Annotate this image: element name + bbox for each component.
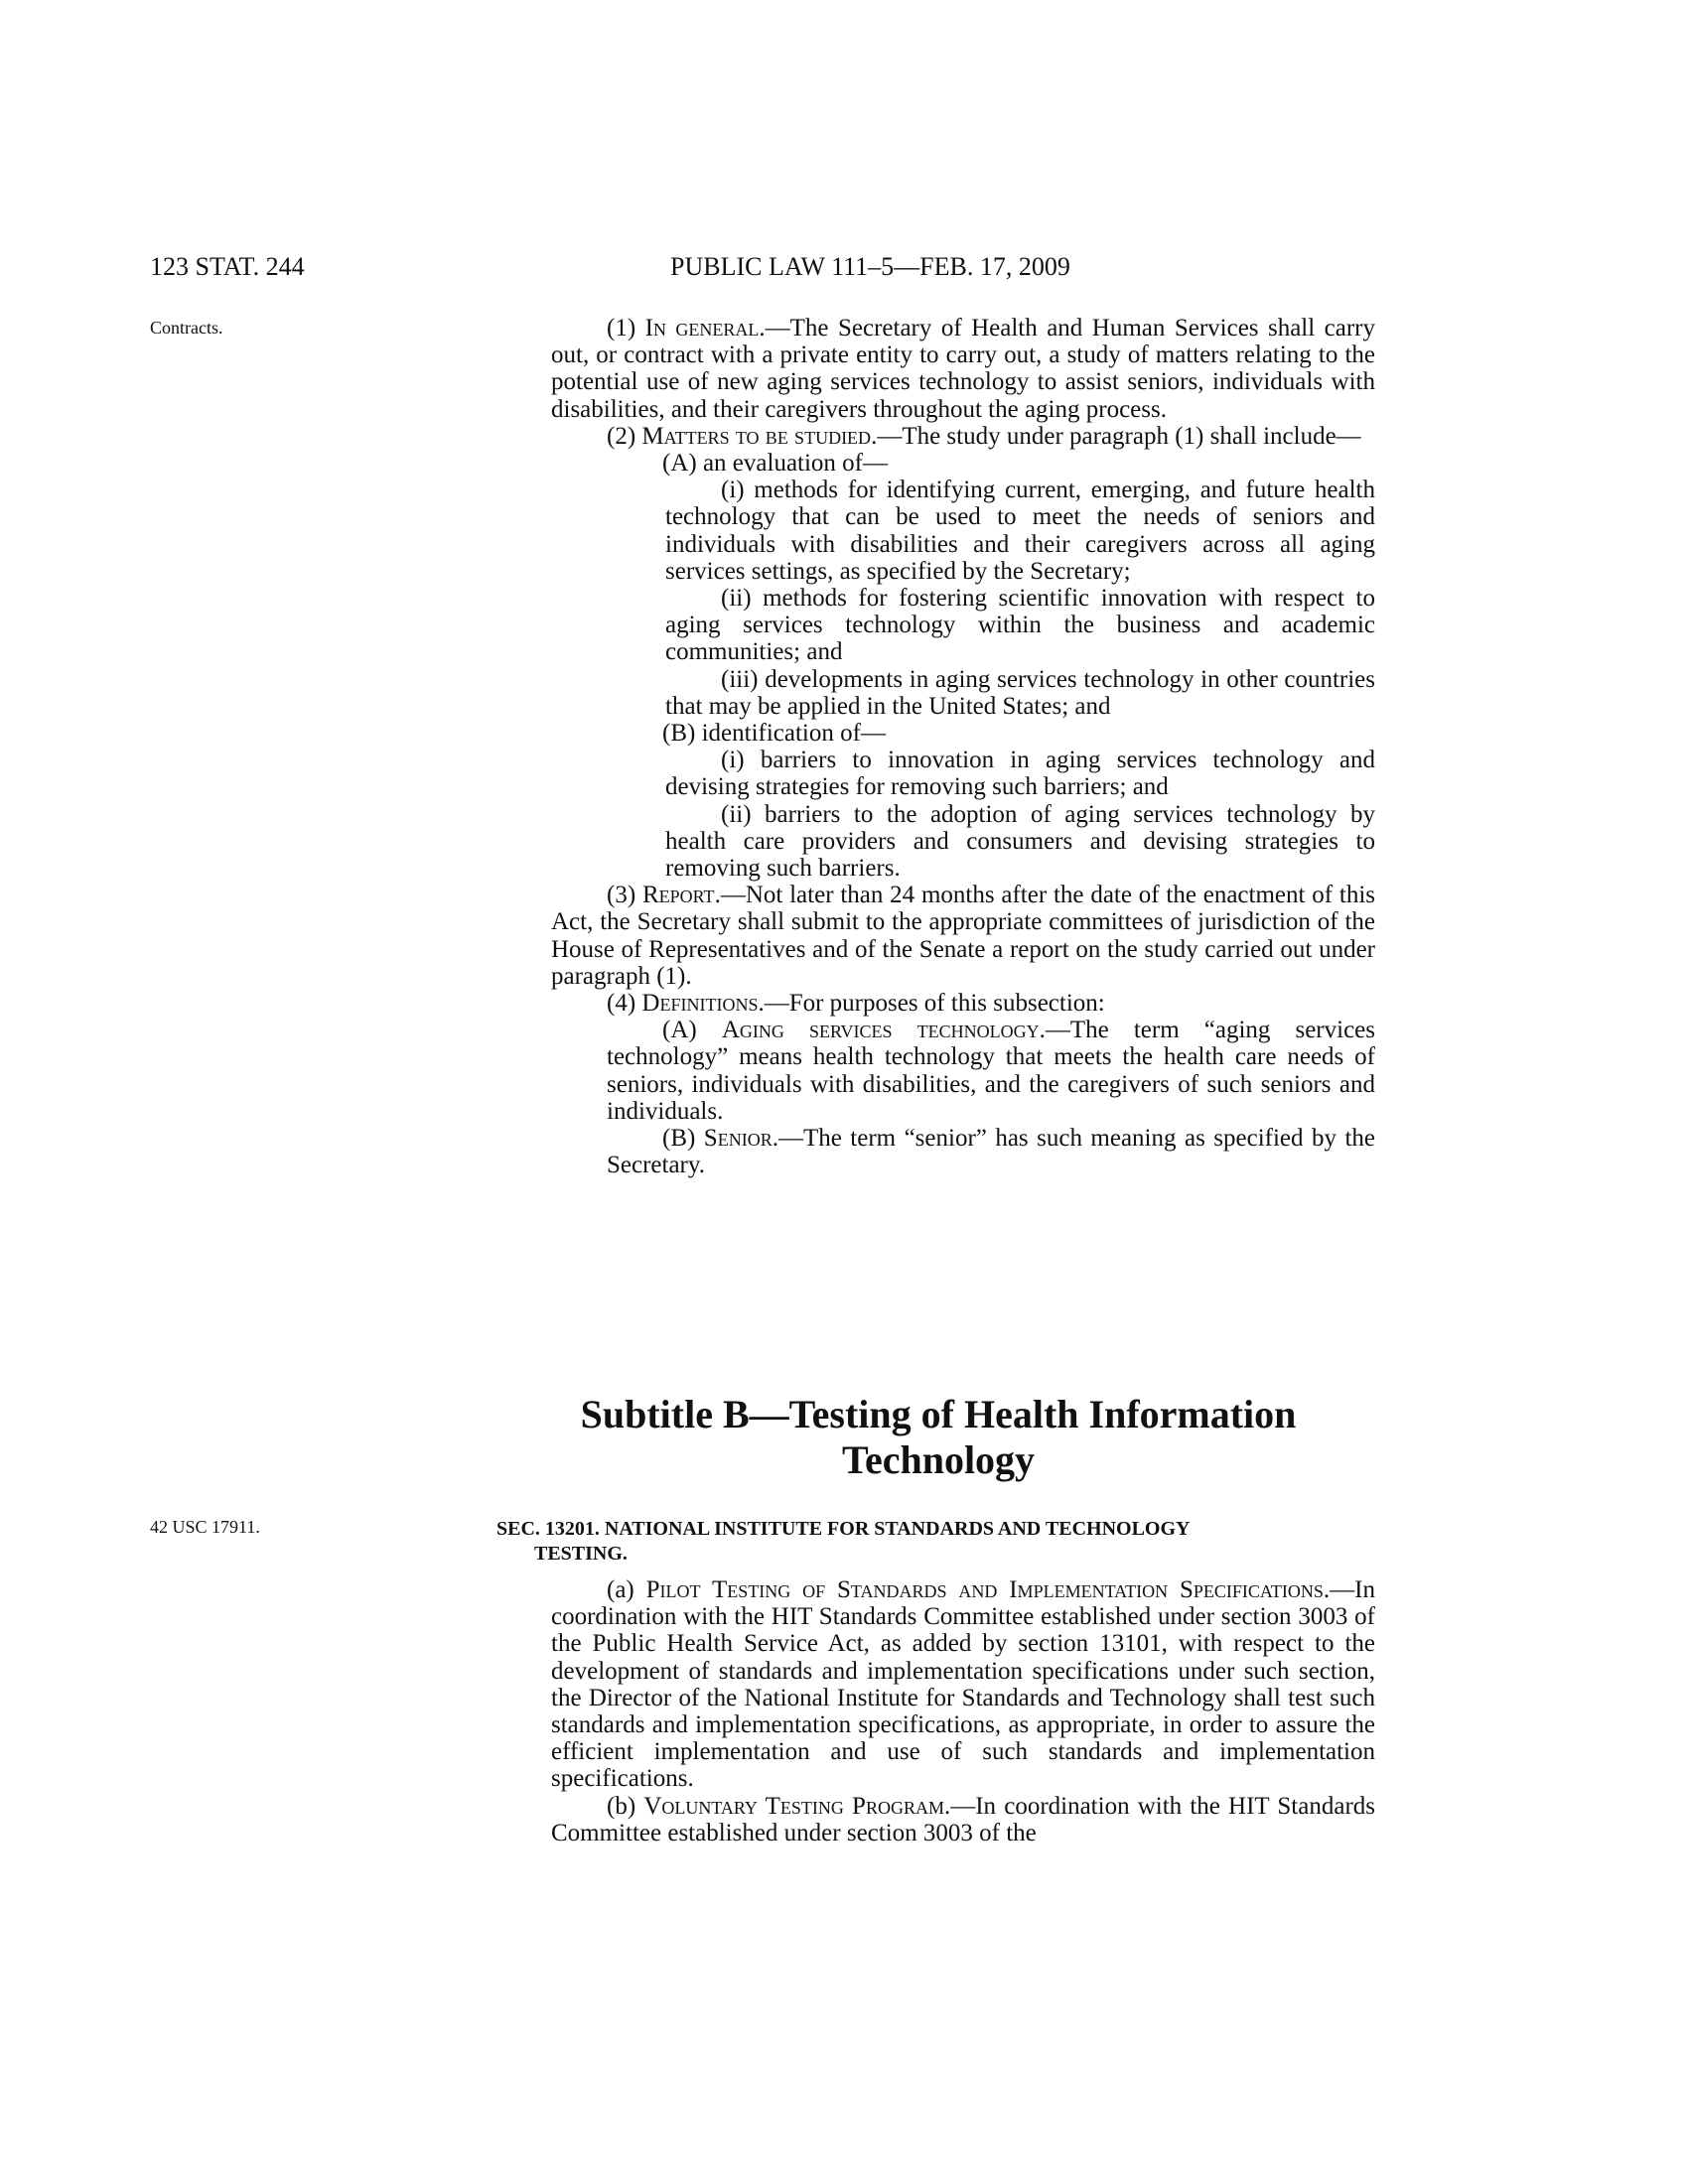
paragraph-heading: In general (644, 315, 760, 341)
paragraph-a: (a) Pilot Testing of Standards and Implementation Specifications.—In coordination with the HIT Standards Committee established under section 3003 of the Public Health Service Act, as added by section 13101, with respect to the development of standards and implementation specifications under such section, the Director of the National Institute for Standards and Technology shall test such standards and implementation specifications, as appropriate, in order to assure the efficient implementation and use of such standards and implementation specifications. (551, 1576, 1375, 1793)
margin-note-contracts: Contracts. (150, 318, 223, 338)
section-heading (496, 1517, 1380, 1567)
subsection-body (551, 315, 1375, 1179)
section-heading-line2: TESTING. (534, 1543, 628, 1565)
paragraph-2Bi: (i) barriers to innovation in aging services technology and devising strategies for removing such barriers; and (665, 747, 1375, 801)
paragraph-2B: (B) identification of— (662, 720, 886, 748)
margin-note-usc: 42 USC 17911. (150, 1517, 260, 1537)
paragraph-heading: Matters to be studied (641, 422, 872, 450)
subtitle-heading: Subtitle B—Testing of Health Information Technology (580, 1392, 1297, 1482)
paragraph-2: (2) Matters to be studied.—The study under paragraph (1) shall include— (607, 422, 1361, 450)
paragraph-4B: (B) Senior.—The term “senior” has such meaning as specified by the Secretary. (607, 1125, 1375, 1179)
paragraph-2Aii: (ii) methods for fostering scientific innovation with respect to aging services technology within the business and academic communities; and (665, 585, 1375, 666)
paragraph-1: (1) In general.—The Secretary of Health and Human Services shall carry out, or contract with a private entity to carry out, a study of matters relating to the potential use of new aging services technology to assist seniors, individuals with disabilities, and their caregivers throughout the aging process. (551, 315, 1376, 423)
paragraph-heading: Pilot Testing of Standards and Implementation Specifications (645, 1576, 1324, 1603)
paragraph-3: (3) Report.—Not later than 24 months after the date of the enactment of this Act, the Secretary shall submit to the appropriate committees of jurisdiction of the House of Representatives and of the Senate a report on the study carried out under paragraph (1). (551, 882, 1375, 990)
paragraph-heading: Definitions (641, 990, 759, 1018)
running-title: PUBLIC LAW 111–5—FEB. 17, 2009 (670, 252, 1070, 281)
paragraph-2A: (A) an evaluation of— (662, 450, 889, 478)
paragraph-heading: Senior (703, 1125, 773, 1153)
paragraph-heading: Voluntary Testing Program (643, 1792, 944, 1820)
paragraph-2Ai: (i) methods for identifying current, emerging, and future health technology that can be used to meet the needs of seniors and individuals with disabilities and their caregivers across all aging services settings, as specified by the Secretary; (665, 477, 1375, 585)
section-body (551, 1576, 1375, 1846)
paragraph-heading: Report (641, 882, 715, 909)
paragraph-4A: (A) Aging services technology.—The term “aging services technology” means health technology that meets the health care needs of seniors, individuals with disabilities, and the caregivers of such seniors and individuals. (607, 1017, 1376, 1125)
paragraph-2Aiii: (iii) developments in aging services technology in other countries that may be applied in the United States; and (665, 665, 1375, 720)
paragraph-4: (4) Definitions.—For purposes of this subsection: (607, 990, 1105, 1018)
paragraph-b: (b) Voluntary Testing Program.—In coordination with the HIT Standards Committee established under section 3003 of the (551, 1792, 1375, 1846)
paragraph-heading: Aging services technology (721, 1017, 1040, 1044)
section-heading-line1: SEC. 13201. NATIONAL INSTITUTE FOR STANDARDS AND TECHNOLOGY (496, 1518, 1191, 1540)
page-reference: 123 STAT. 244 (150, 252, 305, 281)
paragraph-2Bii: (ii) barriers to the adoption of aging services technology by health care providers and consumers and devising strategies to removing such barriers. (665, 800, 1375, 883)
